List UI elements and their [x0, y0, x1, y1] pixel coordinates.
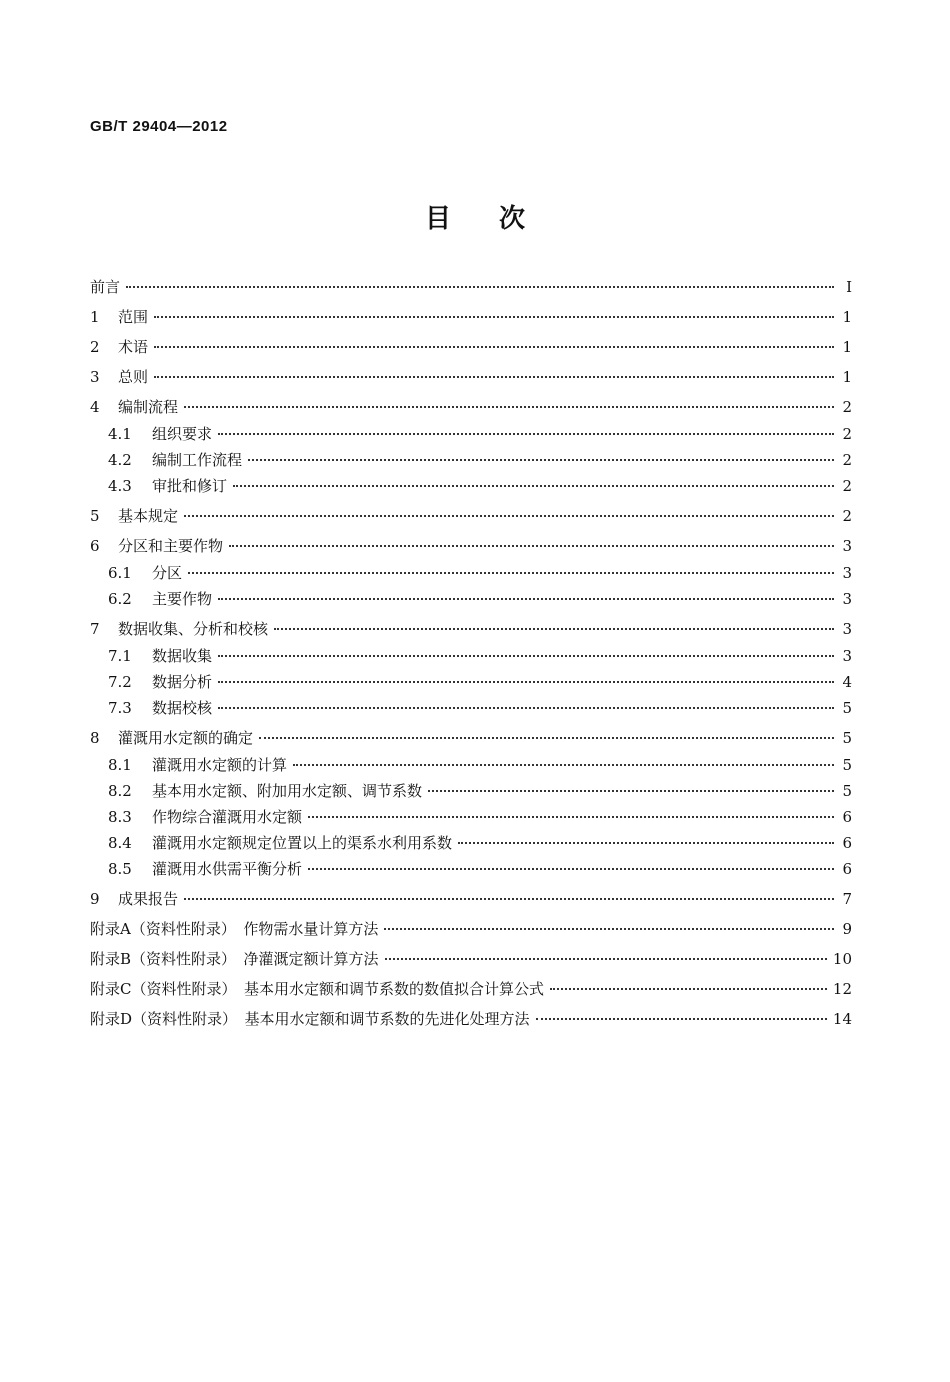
- toc-entry-page: 9: [842, 920, 852, 938]
- toc-entry-title: 附录D（资料性附录） 基本用水定额和调节系数的先进化处理方法: [90, 1010, 530, 1028]
- toc-dot-leader: [218, 707, 834, 709]
- toc-dot-leader: [428, 790, 834, 792]
- toc-entry-number: 8.1: [108, 756, 132, 774]
- toc-entry[interactable]: [90, 950, 852, 968]
- toc-entry[interactable]: [90, 308, 852, 326]
- toc-dot-leader: [154, 316, 834, 318]
- toc-dot-leader: [384, 928, 834, 930]
- toc-entry-number: 8.2: [108, 782, 132, 800]
- toc-entry-title: 编制工作流程: [152, 451, 243, 469]
- toc-entry-number: 8.5: [108, 860, 132, 878]
- toc-entry[interactable]: [90, 507, 852, 525]
- toc-entry-page: 2: [842, 425, 852, 443]
- toc-entry[interactable]: [90, 782, 852, 800]
- toc-entry-title: 基本规定: [118, 507, 179, 525]
- toc-entry-title: 术语: [118, 338, 149, 356]
- toc-dot-leader: [233, 485, 834, 487]
- toc-entry-number: 7.2: [108, 673, 132, 691]
- toc-entry[interactable]: [90, 425, 852, 443]
- toc-entry[interactable]: [90, 980, 852, 998]
- toc-entry-title: 编制流程: [118, 398, 179, 416]
- toc-dot-leader: [550, 988, 827, 990]
- toc-dot-leader: [154, 376, 834, 378]
- toc-entry-number: 4: [90, 398, 100, 416]
- toc-dot-leader: [274, 628, 834, 630]
- toc-entry-title: 灌溉用水定额的确定: [118, 729, 254, 747]
- toc-entry-page: 7: [842, 890, 852, 908]
- toc-entry-number: 8.4: [108, 834, 132, 852]
- toc-entry-number: 7: [90, 620, 100, 638]
- toc-entry-page: 6: [842, 834, 852, 852]
- toc-entry-title: 成果报告: [118, 890, 179, 908]
- toc-entry-page: 3: [842, 537, 852, 555]
- toc-entry-page: 4: [842, 673, 852, 691]
- toc-entry-number: 9: [90, 890, 100, 908]
- toc-entry-title: 基本用水定额、附加用水定额、调节系数: [152, 782, 423, 800]
- toc-entry[interactable]: [90, 808, 852, 826]
- toc-entry-title: 数据收集: [152, 647, 213, 665]
- toc-dot-leader: [308, 816, 834, 818]
- toc-entry[interactable]: [90, 834, 852, 852]
- toc-entry-title: 分区和主要作物: [118, 537, 224, 555]
- toc-entry[interactable]: [90, 590, 852, 608]
- toc-entry-title: 数据收集、分析和校核: [118, 620, 269, 638]
- toc-entry-title: 主要作物: [152, 590, 213, 608]
- toc-dot-leader: [293, 764, 834, 766]
- toc-entry-title: 附录C（资料性附录） 基本用水定额和调节系数的数值拟合计算公式: [90, 980, 544, 998]
- toc-entry-page: 3: [842, 620, 852, 638]
- toc-entry-page: 6: [842, 860, 852, 878]
- toc-dot-leader: [184, 406, 834, 408]
- toc-entry-page: 3: [842, 564, 852, 582]
- toc-entry[interactable]: [90, 368, 852, 386]
- toc-entry[interactable]: [90, 673, 852, 691]
- toc-entry[interactable]: [90, 451, 852, 469]
- toc-dot-leader: [184, 515, 834, 517]
- toc-entry-page: 14: [832, 1010, 852, 1028]
- toc-entry-page: 2: [842, 477, 852, 495]
- toc-dot-leader: [126, 286, 834, 288]
- toc-entry-title: 总则: [118, 368, 149, 386]
- toc-entry[interactable]: [90, 890, 852, 908]
- toc-entry-number: 6.2: [108, 590, 132, 608]
- toc-entry[interactable]: [90, 477, 852, 495]
- toc-entry-page: Ⅰ: [846, 278, 852, 296]
- toc-dot-leader: [536, 1018, 827, 1020]
- toc-entry-title: 灌溉用水定额的计算: [152, 756, 288, 774]
- toc-entry-page: 5: [842, 699, 852, 717]
- toc-entry[interactable]: [90, 398, 852, 416]
- toc-entry-number: 4.3: [108, 477, 132, 495]
- toc-entry-title: 审批和修订: [152, 477, 228, 495]
- toc-entry-title: 作物综合灌溉用水定额: [152, 808, 303, 826]
- toc-entry-page: 2: [842, 398, 852, 416]
- toc-entry[interactable]: [90, 1010, 852, 1028]
- toc-entry-page: 2: [842, 507, 852, 525]
- toc-entry-page: 12: [832, 980, 852, 998]
- toc-dot-leader: [218, 681, 834, 683]
- toc-entry-page: 10: [832, 950, 852, 968]
- toc-entry-page: 5: [842, 729, 852, 747]
- toc-entry[interactable]: [90, 564, 852, 582]
- toc-dot-leader: [188, 572, 834, 574]
- toc-dot-leader: [458, 842, 834, 844]
- toc-dot-leader: [218, 655, 834, 657]
- toc-dot-leader: [218, 433, 834, 435]
- toc-entry-page: 1: [842, 368, 852, 386]
- toc-entry-title: 前言: [90, 278, 121, 296]
- toc-entry-number: 7.3: [108, 699, 132, 717]
- toc-entry-title: 数据校核: [152, 699, 213, 717]
- page-title: 目次: [424, 204, 573, 234]
- toc-entry-number: 1: [90, 308, 100, 326]
- toc-dot-leader: [385, 958, 827, 960]
- toc-entry-page: 1: [842, 338, 852, 356]
- toc-entry-number: 8.3: [108, 808, 132, 826]
- toc-entry[interactable]: [90, 756, 852, 774]
- toc-entry-title: 组织要求: [152, 425, 213, 443]
- toc-entry-page: 3: [842, 647, 852, 665]
- toc-dot-leader: [229, 545, 834, 547]
- toc-entry-page: 2: [842, 451, 852, 469]
- toc-entry[interactable]: [90, 920, 852, 938]
- toc-dot-leader: [259, 737, 834, 739]
- toc-entry[interactable]: [90, 537, 852, 555]
- toc-entry-title: 附录A（资料性附录） 作物需水量计算方法: [90, 920, 379, 938]
- toc-entry[interactable]: [90, 338, 852, 356]
- toc-entry-page: 5: [842, 782, 852, 800]
- standard-code: GB/T 29404—2012: [90, 118, 228, 135]
- toc-entry-title: 灌溉用水定额规定位置以上的渠系水利用系数: [152, 834, 453, 852]
- toc-entry-title: 灌溉用水供需平衡分析: [152, 860, 303, 878]
- toc-entry-number: 4.1: [108, 425, 132, 443]
- toc-entry[interactable]: [90, 729, 852, 747]
- toc-entry-title: 范围: [118, 308, 149, 326]
- toc-dot-leader: [218, 598, 834, 600]
- toc-entry-number: 7.1: [108, 647, 132, 665]
- toc-dot-leader: [184, 898, 834, 900]
- toc-dot-leader: [308, 868, 834, 870]
- toc-entry-page: 5: [842, 756, 852, 774]
- toc-entry-title: 数据分析: [152, 673, 213, 691]
- toc-entry[interactable]: [90, 860, 852, 878]
- toc-dot-leader: [248, 459, 834, 461]
- toc-entry-page: 6: [842, 808, 852, 826]
- toc-entry-page: 1: [842, 308, 852, 326]
- toc-entry-number: 8: [90, 729, 100, 747]
- toc-entry-page: 3: [842, 590, 852, 608]
- toc-entry[interactable]: [90, 699, 852, 717]
- toc-entry-number: 3: [90, 368, 100, 386]
- toc-entry-number: 4.2: [108, 451, 132, 469]
- toc-entry[interactable]: [90, 647, 852, 665]
- toc-entry-number: 6: [90, 537, 100, 555]
- toc-entry-number: 2: [90, 338, 100, 356]
- toc-entry[interactable]: [90, 278, 852, 296]
- toc-entry[interactable]: [90, 620, 852, 638]
- toc-entry-number: 5: [90, 507, 100, 525]
- toc-entry-title: 附录B（资料性附录） 净灌溉定额计算方法: [90, 950, 379, 968]
- table-of-contents: [90, 278, 852, 1028]
- toc-dot-leader: [154, 346, 834, 348]
- toc-entry-title: 分区: [152, 564, 183, 582]
- toc-entry-number: 6.1: [108, 564, 132, 582]
